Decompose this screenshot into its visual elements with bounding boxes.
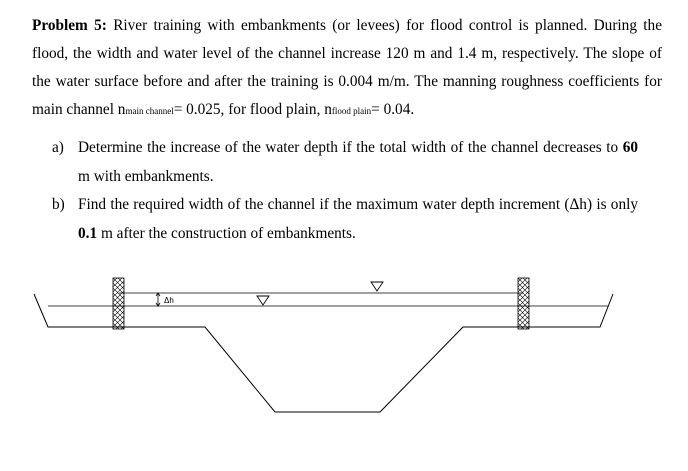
lower-water-level-marker xyxy=(257,296,269,305)
delta-h-label: Δh xyxy=(164,296,174,305)
question-a-bold: 60 xyxy=(622,139,638,156)
upper-water-level-marker xyxy=(371,282,383,291)
subscript-flood-plain: flood plain xyxy=(331,106,372,116)
question-a-text-1: Determine the increase of the water depth if the total width of the channel decreases to xyxy=(78,139,623,156)
question-b-text-2: m after the construction of embankments. xyxy=(97,225,356,242)
subscript-main-channel: main channel xyxy=(125,106,174,116)
problem-heading: Problem 5: xyxy=(32,17,107,34)
problem-text-1: River training with embankments (or levees) for flood control is planned. During the flood, the width and water level of the channel increase 120 m and 1.4 m, respectively. The slope of the water surface before and after the training is 0.004 m/m. The manning roughness coefficients for main channel n xyxy=(32,17,662,118)
problem-text-2: = 0.025, for flood plain, n xyxy=(173,101,332,118)
right-embankment xyxy=(518,278,529,329)
question-b-label: b) xyxy=(52,196,65,213)
left-embankment xyxy=(113,278,124,329)
question-a-label: a) xyxy=(52,139,64,156)
question-a-text-2: m with embankments. xyxy=(78,168,214,185)
delta-h-dimension xyxy=(156,293,174,306)
question-b-bold: 0.1 xyxy=(78,225,98,242)
question-b-text-1: Find the required width of the channel if the maximum water depth increment (Δh) is only xyxy=(78,196,638,213)
problem-text-3: = 0.04. xyxy=(371,101,415,118)
